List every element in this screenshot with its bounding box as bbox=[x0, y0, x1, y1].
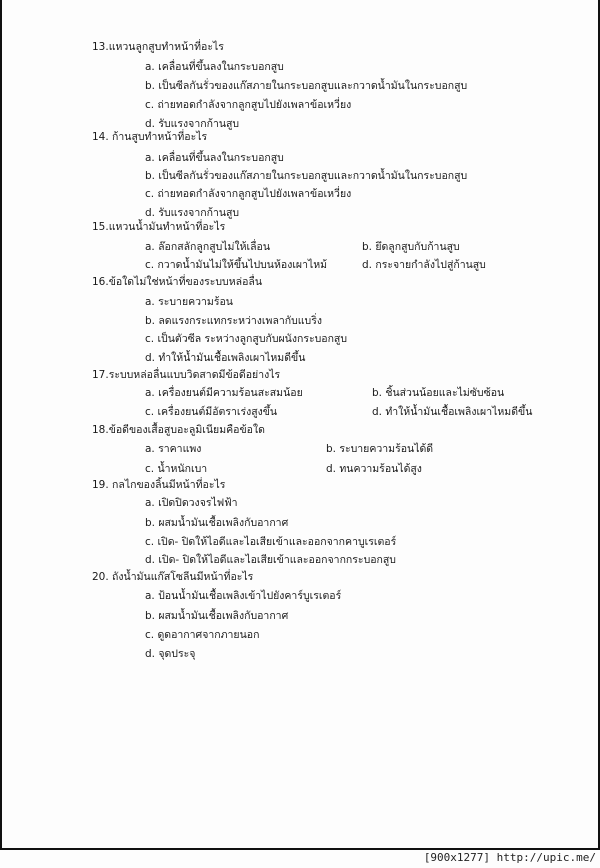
question-13-title: 13.แหวนลูกสูบทำหน้าที่อะไร bbox=[92, 41, 224, 53]
question-15-option-d: d. กระจายกำลังไปสู่ก้านสูบ bbox=[362, 259, 486, 271]
question-17-option-b: b. ชิ้นส่วนน้อยและไม่ซับซ้อน bbox=[372, 387, 505, 399]
question-14-option-a: a. เคลื่อนที่ขึ้นลงในกระบอกสูบ bbox=[145, 152, 284, 164]
question-20-title: 20. ถังน้ำมันแก๊สโซลีนมีหน้าที่อะไร bbox=[92, 571, 254, 583]
frame-bottom-border bbox=[0, 848, 600, 850]
question-18-option-a: a. ราคาแพง bbox=[145, 443, 202, 455]
question-18-option-b: b. ระบายความร้อนได้ดี bbox=[326, 443, 434, 455]
question-15-option-b: b. ยึดลูกสูบกับก้านสูบ bbox=[362, 241, 460, 253]
question-20-option-d: d. จุดประจุ bbox=[145, 648, 196, 660]
question-19-option-c: c. เปิด- ปิดให้ไอดีและไอเสียเข้าและออกจากคาบูเรเตอร์ bbox=[145, 536, 397, 548]
question-14-option-b: b. เป็นซีลกันรั่วของแก๊สภายในกระบอกสูบและกวาดน้ำมันในกระบอกสูบ bbox=[145, 170, 468, 182]
question-19-option-b: b. ผสมน้ำมันเชื้อเพลิงกับอากาศ bbox=[145, 517, 289, 529]
question-13-option-b: b. เป็นซีลกันรั่วของแก๊สภายในกระบอกสูบและกวาดน้ำมันในกระบอกสูบ bbox=[145, 80, 468, 92]
question-19-option-a: a. เปิดปิดวงจรไฟฟ้า bbox=[145, 497, 238, 509]
question-17-option-d: d. ทำให้น้ำมันเชื้อเพลิงเผาไหมดีขึ้น bbox=[372, 406, 533, 418]
question-17-option-c: c. เครื่องยนต์มีอัตราเร่งสูงขึ้น bbox=[145, 406, 278, 418]
question-16-option-c: c. เป็นตัวซีล ระหว่างลูกสูบกับผนังกระบอกสูบ bbox=[145, 333, 347, 345]
question-13-option-d: d. รับแรงจากก้านสูบ bbox=[145, 118, 240, 130]
question-15-title: 15.แหวนน้ำมันทำหน้าที่อะไร bbox=[92, 221, 226, 233]
question-16-option-d: d. ทำให้น้ำมันเชื้อเพลิงเผาไหมดีขึ้น bbox=[145, 352, 306, 364]
question-18-option-c: c. น้ำหนักเบา bbox=[145, 463, 208, 475]
frame-left-border bbox=[0, 0, 2, 850]
question-14-title: 14. ก้านสูบทำหน้าที่อะไร bbox=[92, 131, 208, 143]
question-18-option-d: d. ทนความร้อนได้สูง bbox=[326, 463, 422, 475]
question-18-title: 18.ข้อดีของเสื้อสูบอะลูมิเนียมคือข้อใด bbox=[92, 424, 265, 436]
question-17-title: 17.ระบบหล่อลื่นแบบวิดสาดมีข้อดีอย่างไร bbox=[92, 369, 281, 381]
question-13-option-c: c. ถ่ายทอดกำลังจากลูกสูบไปยังเพลาข้อเหวี่ยง bbox=[145, 99, 352, 111]
question-15-option-c: c. กวาดน้ำมันไม่ให้ขึ้นไปบนห้องเผาไหม้ bbox=[145, 259, 328, 271]
question-13-option-a: a. เคลื่อนที่ขึ้นลงในกระบอกสูบ bbox=[145, 61, 284, 73]
question-20-option-c: c. ดูดอากาศจากภายนอก bbox=[145, 629, 260, 641]
question-16-option-b: b. ลดแรงกระแทกระหว่างเพลากับแบริ่ง bbox=[145, 315, 322, 327]
image-host-watermark: [900x1277] http://upic.me/ bbox=[423, 851, 596, 864]
question-19-option-d: d. เปิด- ปิดให้ไอดีและไอเสียเข้าและออกจากกระบอกสูบ bbox=[145, 554, 396, 566]
question-16-title: 16.ข้อใดไม่ใช่หน้าที่ของระบบหล่อลื่น bbox=[92, 276, 262, 288]
question-20-option-b: b. ผสมน้ำมันเชื้อเพลิงกับอากาศ bbox=[145, 610, 289, 622]
question-15-option-a: a. ล๊อกสลักลูกสูบไม่ให้เลื่อน bbox=[145, 241, 271, 253]
question-14-option-c: c. ถ่ายทอดกำลังจากลูกสูบไปยังเพลาข้อเหวี่ยง bbox=[145, 188, 352, 200]
question-16-option-a: a. ระบายความร้อน bbox=[145, 296, 233, 308]
question-20-option-a: a. ป้อนน้ำมันเชื้อเพลิงเข้าไปยังคาร์บูเรเตอร์ bbox=[145, 590, 342, 602]
question-19-title: 19. กลไกของลิ้นมีหน้าที่อะไร bbox=[92, 479, 226, 491]
question-14-option-d: d. รับแรงจากก้านสูบ bbox=[145, 207, 240, 219]
question-17-option-a: a. เครื่องยนต์มีความร้อนสะสมน้อย bbox=[145, 387, 303, 399]
